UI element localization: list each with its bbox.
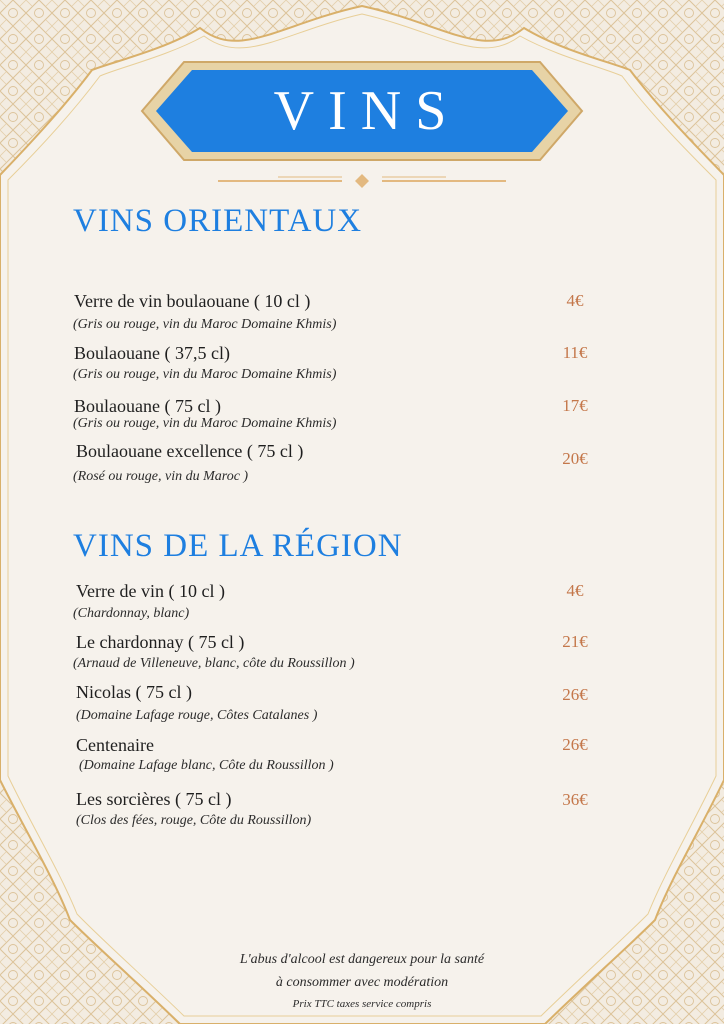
menu-item-price: 4€ <box>566 581 584 600</box>
menu-item-description: (Arnaud de Villeneuve, blanc, côte du Roussillon ) <box>73 656 355 671</box>
menu-item-description: (Gris ou rouge, vin du Maroc Domaine Khmis) <box>73 317 337 332</box>
ornamental-divider <box>218 174 506 188</box>
page-title: VINS <box>273 80 461 142</box>
menu-item-price: 26€ <box>562 735 588 754</box>
menu-item-name: Nicolas ( 75 cl ) <box>76 682 192 702</box>
menu-item-name: Boulaouane ( 37,5 cl) <box>74 343 230 363</box>
menu-item-price: 11€ <box>562 343 588 362</box>
menu-item-name: Verre de vin ( 10 cl ) <box>76 581 225 601</box>
menu-item-description: (Gris ou rouge, vin du Maroc Domaine Khmis) <box>73 416 337 431</box>
menu-item-price: 21€ <box>562 632 588 651</box>
menu-item-name: Boulaouane excellence ( 75 cl ) <box>76 441 304 461</box>
menu-item-name: Centenaire <box>76 735 154 755</box>
menu-item-name: Boulaouane ( 75 cl ) <box>74 396 221 416</box>
menu-item-price: 26€ <box>562 685 588 704</box>
menu-item-description: (Domaine Lafage blanc, Côte du Roussillon ) <box>79 758 334 773</box>
moderation-notice: à consommer avec modération <box>275 975 449 990</box>
alcohol-warning: L'abus d'alcool est dangereux pour la santé <box>239 952 485 967</box>
menu-item-price: 4€ <box>566 291 584 310</box>
menu-item-description: (Clos des fées, rouge, Côte du Roussillon) <box>76 813 312 828</box>
menu-item-description: (Domaine Lafage rouge, Côtes Catalanes ) <box>76 708 318 723</box>
section-title-vins-orientaux: VINS ORIENTAUX <box>73 203 363 239</box>
menu-item-price: 17€ <box>562 396 588 415</box>
menu-item-name: Les sorcières ( 75 cl ) <box>76 789 232 809</box>
menu-item-price: 36€ <box>562 790 588 809</box>
menu-item-description: (Chardonnay, blanc) <box>73 606 190 621</box>
title-banner <box>140 60 584 162</box>
menu-item-name: Le chardonnay ( 75 cl ) <box>76 632 245 652</box>
menu-item-price: 20€ <box>562 449 588 468</box>
menu-item-description: (Gris ou rouge, vin du Maroc Domaine Khmis) <box>73 367 337 382</box>
menu-item-description: (Rosé ou rouge, vin du Maroc ) <box>73 469 249 484</box>
section-title-vins-de-la-region: VINS DE LA RÉGION <box>73 528 403 564</box>
price-notice: Prix TTC taxes service compris <box>292 998 432 1010</box>
menu-item-name: Verre de vin boulaouane ( 10 cl ) <box>74 291 311 311</box>
